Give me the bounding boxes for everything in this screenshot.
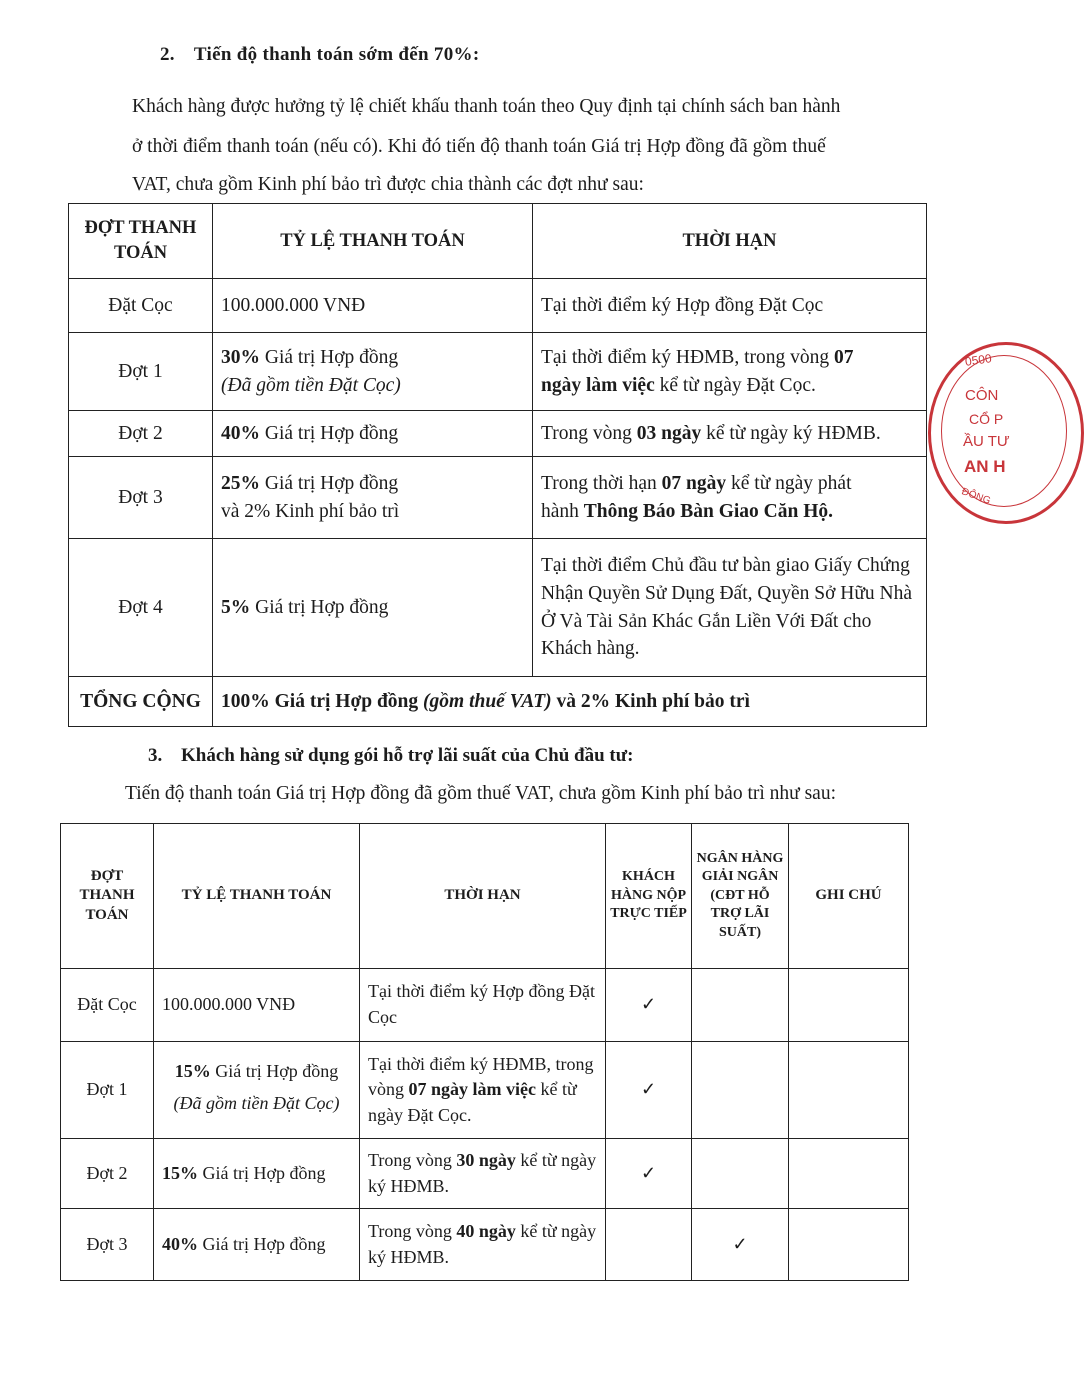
rate-percent: 30%: [221, 346, 260, 368]
section-3-heading: [148, 745, 634, 767]
header-direct-payment: KHÁCH HÀNG NỘP TRỰC TIẾP: [606, 824, 692, 969]
term-text: Trong vòng: [368, 1220, 457, 1241]
stage-cell: Đợt 3: [69, 457, 213, 539]
term-days: 07 ngày làm việc: [408, 1079, 536, 1100]
section-3-intro: Tiến độ thanh toán Giá trị Hợp đồng đã gồm thuế VAT, chưa gồm Kinh phí bảo trì như sau:: [125, 783, 836, 804]
seal-inner-ring: [941, 355, 1067, 507]
term-days: 03 ngày: [636, 422, 702, 444]
section-3-title: Khách hàng sử dụng gói hỗ trợ lãi suất của Chủ đầu tư:: [181, 745, 634, 766]
table-header-row: [69, 204, 927, 279]
rate-percent: 15%: [162, 1162, 198, 1183]
term-text: Trong vòng: [368, 1149, 457, 1170]
rate-cell: 100.000.000 VNĐ: [154, 969, 360, 1042]
term-cell: Tại thời điểm Chủ đầu tư bàn giao Giấy Chứng Nhận Quyền Sử Dụng Đất, Quyền Sở Hữu Nhà Ở Và Tài Sản Khác Gắn Liền Với Đất cho Khách hàng.: [533, 539, 927, 677]
term-notice: Thông Báo Bàn Giao Căn Hộ.: [583, 500, 834, 522]
rate-text: Giá trị Hợp đồng: [250, 596, 389, 618]
term-text: Trong thời hạn: [541, 472, 662, 494]
bank-check-cell: [692, 1209, 789, 1281]
table-total-row: [69, 677, 927, 727]
direct-check-cell: [606, 1209, 692, 1281]
term-text: kể từ ngày phát: [726, 472, 852, 494]
table-row: [61, 969, 909, 1042]
table-row: [69, 457, 927, 539]
section-3-number: 3.: [148, 745, 163, 766]
rate-note: (Đã gồm tiền Đặt Cọc): [221, 374, 401, 396]
total-label: TỔNG CỘNG: [69, 677, 213, 727]
term-text: Tại thời điểm ký HĐMB, trong vòng: [541, 346, 835, 368]
header-rate: TỶ LỆ THANH TOÁN: [213, 204, 533, 279]
term-text: kể từ ngày ký HĐMB.: [701, 422, 881, 444]
rate-percent: 5%: [221, 596, 251, 618]
company-seal-stamp: [928, 342, 1084, 524]
term-days: 07 ngày: [661, 472, 727, 494]
rate-percent: 40%: [221, 422, 260, 444]
rate-text: Giá trị Hợp đồng: [198, 1162, 326, 1183]
rate-cell: [213, 539, 533, 677]
term-days: 30 ngày: [456, 1149, 516, 1170]
term-cell: [360, 1209, 606, 1281]
term-workdays: ngày làm việc: [541, 374, 655, 396]
total-text: 100% Giá trị Hợp đồng: [221, 690, 424, 712]
term-cell: [533, 333, 927, 411]
direct-check-cell: [606, 969, 692, 1042]
stage-cell: Đợt 3: [61, 1209, 154, 1281]
section-2-number: 2.: [160, 44, 175, 65]
rate-text: Giá trị Hợp đồng: [260, 346, 399, 368]
stage-cell: Đặt Cọc: [69, 279, 213, 333]
table-header-row: [61, 824, 909, 969]
payment-schedule-table-interest-support: [60, 823, 909, 1281]
direct-check-cell: [606, 1139, 692, 1209]
term-text: Tại thời điểm ký HĐMB, trong vòng: [368, 1053, 594, 1100]
header-stage: ĐỢT THANH TOÁN: [61, 824, 154, 969]
total-value: [213, 677, 927, 727]
check-icon: ✓: [640, 1162, 657, 1183]
note-cell: [789, 1042, 909, 1139]
rate-cell: [154, 1042, 360, 1139]
rate-text: Giá trị Hợp đồng: [198, 1233, 326, 1254]
rate-text: Giá trị Hợp đồng: [210, 1061, 339, 1082]
rate-cell: [213, 457, 533, 539]
term-cell: [533, 411, 927, 457]
stage-cell: Đợt 1: [61, 1042, 154, 1139]
rate-note: (Đã gồm tiền Đặt Cọc): [173, 1092, 340, 1113]
table-row: [69, 539, 927, 677]
term-text: kể từ ngày ký HĐMB.: [368, 1220, 597, 1267]
seal-text: 0500: [964, 351, 993, 369]
rate-text: Giá trị Hợp đồng: [260, 472, 399, 494]
term-cell: Tại thời điểm ký Hợp đồng Đặt Cọc: [533, 279, 927, 333]
term-cell: [360, 1042, 606, 1139]
table-row: [69, 333, 927, 411]
section-2-title: Tiến độ thanh toán sớm đến 70%:: [193, 44, 480, 65]
rate-line2: và 2% Kinh phí bảo trì: [221, 500, 400, 522]
header-bank-disbursement: NGÂN HÀNG GIẢI NGÂN (CĐT HỖ TRỢ LÃI SUẤT): [692, 824, 789, 969]
rate-cell: [213, 333, 533, 411]
rate-cell: [154, 1139, 360, 1209]
header-rate: TỶ LỆ THANH TOÁN: [154, 824, 360, 969]
stage-cell: Đợt 1: [69, 333, 213, 411]
section-2-intro-line-3: VAT, chưa gồm Kinh phí bảo trì được chia thành các đợt như sau:: [132, 174, 644, 195]
table-row: [61, 1139, 909, 1209]
term-text: Trong vòng: [541, 422, 637, 444]
rate-cell: [154, 1209, 360, 1281]
section-2-intro-line-1: Khách hàng được hưởng tỷ lệ chiết khấu thanh toán theo Quy định tại chính sách ban hành: [132, 96, 841, 117]
note-cell: [789, 1139, 909, 1209]
rate-cell: [213, 411, 533, 457]
header-term: THỜI HẠN: [360, 824, 606, 969]
bank-check-cell: [692, 969, 789, 1042]
term-cell: Tại thời điểm ký Hợp đồng Đặt Cọc: [360, 969, 606, 1042]
seal-text: ẦU TƯ: [963, 433, 1010, 450]
bank-check-cell: [692, 1042, 789, 1139]
term-text: hành: [541, 500, 584, 522]
header-term: THỜI HẠN: [533, 204, 927, 279]
section-2-heading: [160, 44, 479, 66]
term-days: 07: [834, 346, 854, 368]
rate-percent: 25%: [221, 472, 260, 494]
bank-check-cell: [692, 1139, 789, 1209]
seal-text: AN H: [964, 457, 1006, 476]
table-row: [69, 411, 927, 457]
rate-text: Giá trị Hợp đồng: [260, 422, 399, 444]
rate-percent: 40%: [162, 1233, 198, 1254]
payment-schedule-table-early: [68, 203, 927, 727]
table-row: [61, 1042, 909, 1139]
stage-cell: Đặt Cọc: [61, 969, 154, 1042]
term-text: kể từ ngày ký HĐMB.: [368, 1149, 597, 1196]
seal-text: CÔN: [965, 387, 999, 404]
seal-text: ĐÔNG: [960, 486, 992, 507]
table-row: [61, 1209, 909, 1281]
term-days: 40 ngày: [456, 1220, 516, 1241]
term-text: kể từ ngày Đặt Cọc.: [654, 374, 816, 396]
stage-cell: Đợt 4: [69, 539, 213, 677]
seal-text: CỔ P: [969, 411, 1004, 427]
term-cell: [533, 457, 927, 539]
header-stage: ĐỢT THANH TOÁN: [69, 204, 213, 279]
table-row: [69, 279, 927, 333]
direct-check-cell: [606, 1042, 692, 1139]
check-icon: ✓: [640, 994, 657, 1015]
rate-percent: 15%: [174, 1061, 211, 1082]
rate-cell: 100.000.000 VNĐ: [213, 279, 533, 333]
total-text: và 2% Kinh phí bảo trì: [551, 690, 750, 712]
check-icon: ✓: [640, 1079, 657, 1100]
section-2-intro-line-2: ở thời điểm thanh toán (nếu có). Khi đó tiến độ thanh toán Giá trị Hợp đồng đã gồm thuế: [132, 136, 826, 157]
stage-cell: Đợt 2: [61, 1139, 154, 1209]
note-cell: [789, 1209, 909, 1281]
check-icon: ✓: [732, 1233, 748, 1254]
header-note: GHI CHÚ: [789, 824, 909, 969]
total-vat-note: (gồm thuế VAT): [423, 690, 552, 712]
term-cell: [360, 1139, 606, 1209]
stage-cell: Đợt 2: [69, 411, 213, 457]
term-text: kể từ ngày Đặt Cọc.: [368, 1079, 577, 1125]
note-cell: [789, 969, 909, 1042]
